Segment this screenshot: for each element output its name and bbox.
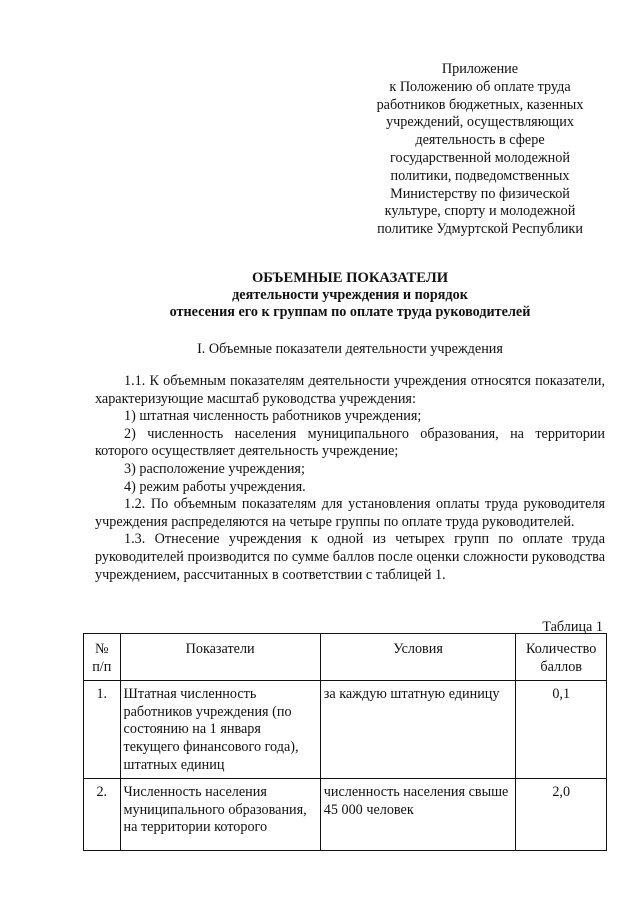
appendix-line: культуре, спорту и молодежной	[384, 203, 576, 220]
table-caption: Таблица 1	[542, 619, 603, 635]
appendix-line: деятельность в сфере	[415, 132, 545, 149]
appendix-line: политике Удмуртской Республики	[377, 221, 583, 238]
paragraph-1-3: 1.3. Отнесение учреждения к одной из четырех групп по оплате труда руководителей производится по сумме баллов после оценки сложности руководства учреждением, рассчитанных в соответствии с таблицей 1.	[95, 531, 605, 583]
paragraph-1-1: 1.1. К объемным показателям деятельности учреждения относятся показатели, характеризующие масштаб руководства учреждения:	[95, 373, 605, 407]
row-number: 1.	[84, 681, 121, 779]
title-line-2: деятельности учреждения и порядок	[232, 287, 468, 303]
row-indicator: Штатная численность работников учреждения (по состоянию на 1 января текущего финансового года), штатных единиц	[120, 681, 320, 779]
row-points: 0,1	[516, 681, 607, 779]
document-body	[95, 373, 605, 584]
appendix-line: Приложение	[441, 61, 519, 77]
header-points-line-1: Количество	[526, 641, 597, 657]
row-conditions: численность населения свыше 45 000 человек	[320, 779, 516, 851]
header-conditions: Условия	[320, 634, 516, 681]
document-title	[95, 270, 605, 321]
row-indicator: Численность населения муниципального образования, на территории которого	[120, 779, 320, 851]
list-item-3: 3) расположение учреждения;	[124, 460, 305, 477]
row-conditions: за каждую штатную единицу	[320, 681, 516, 779]
header-number-line-2: п/п	[92, 658, 112, 675]
paragraph-1-2: 1.2. По объемным показателям для установления оплаты труда руководителя учреждения распределяются на четыре группы по оплате труда руководителей.	[95, 496, 605, 530]
appendix-line: государственной молодежной	[390, 149, 570, 166]
header-number-line-1: №	[94, 641, 109, 657]
table-row	[84, 681, 607, 779]
header-number	[84, 634, 121, 681]
header-points	[516, 634, 607, 681]
appendix-note	[358, 61, 602, 239]
list-item-4: 4) режим работы учреждения.	[124, 478, 306, 495]
table-row	[84, 779, 607, 851]
appendix-line: работников бюджетных, казенных	[376, 96, 584, 113]
appendix-line: политики, подведомственных	[390, 167, 570, 184]
list-item-1: 1) штатная численность работников учреждения;	[124, 408, 422, 425]
table-header-row	[84, 634, 607, 681]
row-points: 2,0	[516, 779, 607, 851]
row-number: 2.	[84, 779, 121, 851]
appendix-line: Министерству по физической	[390, 185, 570, 202]
appendix-line: учреждений, осуществляющих	[386, 114, 574, 131]
indicators-table	[83, 633, 607, 851]
list-item-2: 2) численность населения муниципального образования, на территории которого осуществляет деятельность учреждение;	[95, 425, 605, 460]
title-line-3: отнесения его к группам по оплате труда руководителей	[169, 304, 531, 320]
section-heading: I. Объемные показатели деятельности учреждения	[197, 341, 503, 357]
header-indicator: Показатели	[120, 634, 320, 681]
appendix-line: к Положению об оплате труда	[389, 78, 571, 95]
title-main: ОБЪЕМНЫЕ ПОКАЗАТЕЛИ	[251, 270, 449, 286]
header-points-line-2: баллов	[540, 658, 582, 675]
